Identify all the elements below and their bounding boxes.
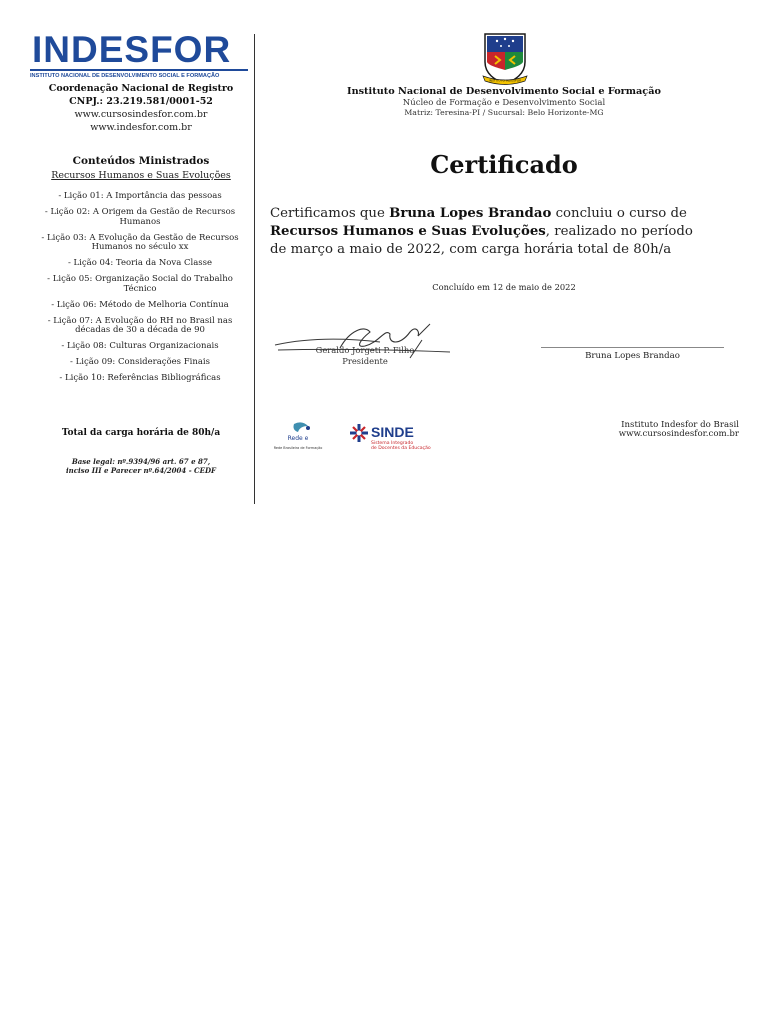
student-name: Bruna Lopes Brandao [389, 206, 552, 221]
column-divider [254, 34, 255, 504]
lesson-item: - Lição 08: Culturas Organizacionais [61, 341, 219, 351]
sinde-logo-icon [347, 417, 437, 453]
sinde-caption-2: de Docentes da Educação [371, 446, 431, 451]
site-link-cursos[interactable]: www.cursosindesfor.com.br [74, 109, 208, 120]
institute-name: Instituto Nacional de Desenvolvimento Social e Formação [347, 86, 661, 97]
institute-subtitle: Núcleo de Formação e Desenvolvimento Social [402, 98, 606, 108]
certificate-title: Certificado [430, 150, 578, 179]
student-signature-line [541, 347, 724, 348]
conclusion-date: Concluído em 12 de maio de 2022 [432, 282, 576, 292]
cnpj-label: CNPJ.: 23.219.581/0001-52 [69, 96, 213, 107]
footer-org: Instituto Indesfor do Brasil [621, 420, 739, 430]
president-title: Presidente [342, 356, 388, 366]
body-mid: concluiu o curso de [555, 206, 687, 221]
contents-title: Conteúdos Ministrados [72, 155, 210, 167]
lessons-list [36, 192, 244, 390]
course-name-left: Recursos Humanos e Suas Evoluções [51, 170, 231, 181]
legal-basis [30, 457, 252, 475]
institute-locations: Matriz: Teresina-PI / Sucursal: Belo Horizonte-MG [404, 108, 604, 117]
total-hours: Total da carga horária de 80h/a [61, 428, 221, 438]
coordination-label: Coordenação Nacional de Registro [48, 83, 234, 94]
student-signature-name: Bruna Lopes Brandao [585, 351, 680, 361]
certificate-body: Certificamos que Bruna Lopes Brandao concluiu o curso de Recursos Humanos e Suas Evoluções, realizado no período de março a maio de 2022, com carga horária total de 80h/a [270, 206, 693, 257]
legal-line-2: inciso III e Parecer nº.64/2004 - CEDF [66, 466, 216, 475]
lesson-item: - Lição 07: A Evolução do RH no Brasil nas décadas de 30 a década de 90 [47, 315, 233, 335]
lesson-item: - Lição 10: Referências Bibliográficas [59, 373, 221, 383]
lesson-item: - Lição 02: A Origem da Gestão de Recursos Humanos [44, 207, 236, 227]
sinde-name: SINDE [371, 424, 414, 440]
site-link-indesfor[interactable]: www.indesfor.com.br [90, 122, 192, 133]
lesson-item: - Lição 01: A Importância das pessoas [58, 191, 222, 201]
body-prefix: Certificamos que [270, 206, 385, 221]
course-name: Recursos Humanos e Suas Evoluções [270, 224, 546, 239]
lesson-item: - Lição 09: Considerações Finais [70, 357, 210, 367]
president-name: Geraldo Jorgeti P. Filho [315, 345, 415, 355]
rede-logo-icon [268, 418, 334, 454]
indesfor-logo: INDESFOR [32, 29, 232, 70]
crest-icon [479, 30, 531, 86]
lesson-item: - Lição 05: Organização Social do Trabalho Técnico [47, 274, 233, 294]
lesson-item: - Lição 04: Teoria da Nova Classe [67, 258, 213, 268]
footer-site[interactable]: www.cursosindesfor.com.br [618, 429, 739, 439]
crest-caption: INSTITUTO INDESFOR [488, 78, 522, 83]
lesson-item: - Lição 06: Método de Melhoria Contínua [51, 299, 229, 310]
sinde-caption-1: Sistema Integrado [371, 441, 414, 446]
body-suffix: realizado no período de março a maio de 2022, com carga horária total de 80h/a [270, 224, 693, 257]
logo-subtitle: INSTITUTO NACIONAL DE DESENVOLVIMENTO SOCIAL E FORMAÇÃO [30, 69, 248, 79]
lesson-item: - Lição 03: A Evolução da Gestão de Recursos Humanos no século xx [41, 232, 239, 252]
legal-line-1: Base legal: nº.9394/96 art. 67 e 87, [71, 457, 211, 466]
rede-caption: Rede Brasileira de Formação [273, 446, 323, 450]
rede-label: Rede e [287, 435, 309, 442]
